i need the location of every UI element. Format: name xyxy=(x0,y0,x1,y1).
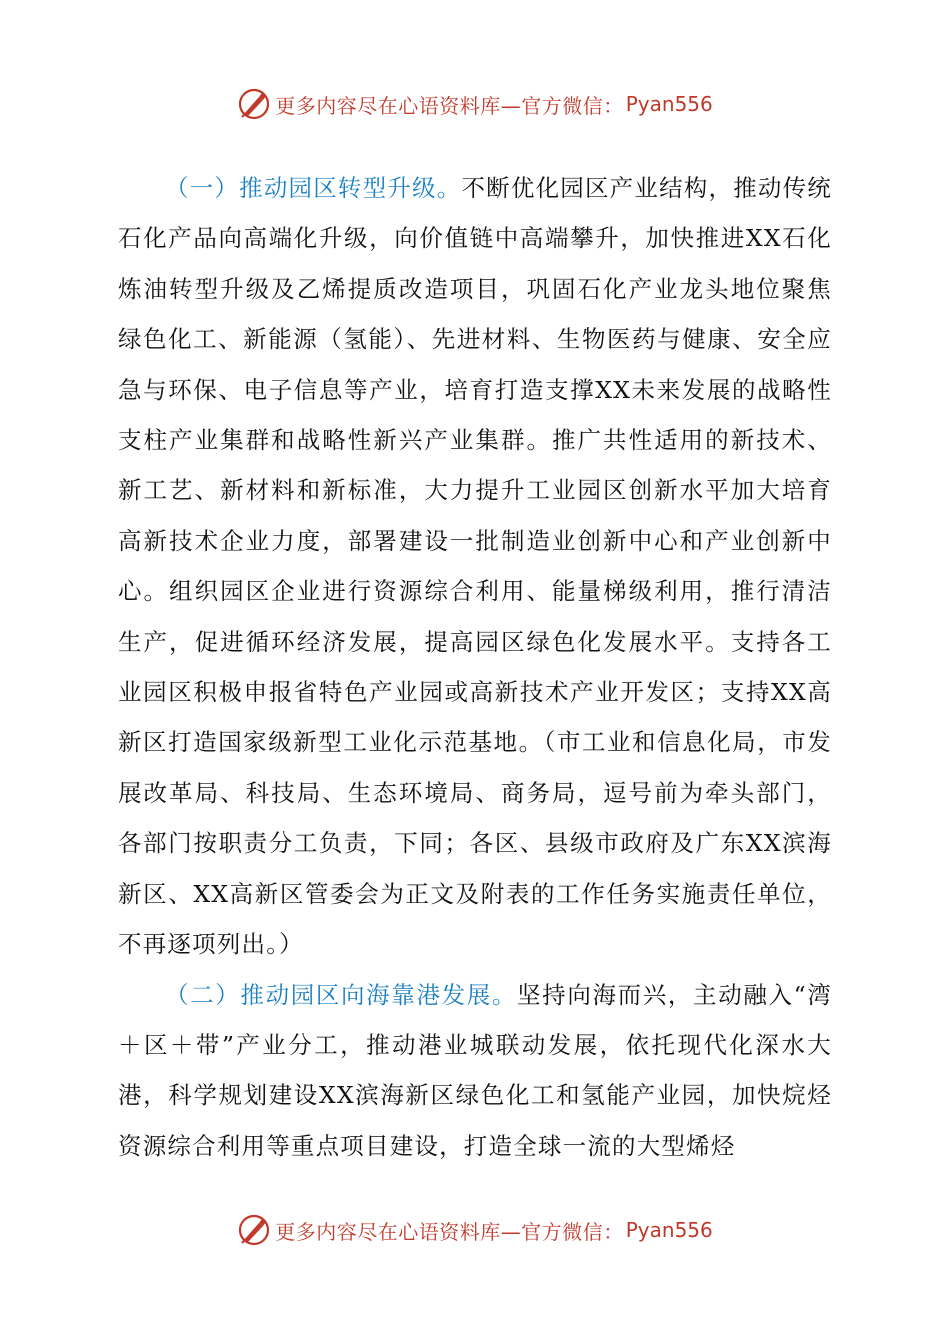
pen-logo-icon xyxy=(237,87,271,121)
banner-brand: Pyan556 xyxy=(625,1218,713,1242)
paragraph-1-heading: （一）推动园区转型升级。 xyxy=(165,174,462,202)
paragraph-2 xyxy=(118,970,832,1172)
footer-banner xyxy=(0,1210,950,1250)
paragraph-1 xyxy=(118,163,832,970)
banner-brand: Pyan556 xyxy=(625,92,713,116)
banner-text: 更多内容尽在心语资料库—官方微信： xyxy=(275,93,624,118)
banner-text: 更多内容尽在心语资料库—官方微信： xyxy=(275,1219,624,1244)
paragraph-2-heading: （二）推动园区向海靠港发展。 xyxy=(165,980,518,1009)
pen-logo-icon xyxy=(237,1213,271,1247)
document-body xyxy=(118,163,832,1171)
paragraph-1-body: 不断优化园区产业结构，推动传统石化产品向高端化升级，向价值链中高端攀升，加快推进XX石化炼油转型升级及乙烯提质改造项目，巩固石化产业龙头地位聚焦绿色化工、新能源（氢能）、先进材料、生物医药与健康、安全应急与环保、电子信息等产业，培育打造支撑XX未来发展的战略性支柱产业集群和战略性新兴产业集群。推广共性适用的新技术、新工艺、新材料和新标准，大力提升工业园区创新水平加大培育高新技术企业力度，部署建设一批制造业创新中心和产业创新中心。组织园区企业进行资源综合利用、能量梯级利用，推行清洁生产，促进循环经济发展，提高园区绿色化发展水平。支持各工业园区积极申报省特色产业园或高新技术产业开发区；支持XX高新区打造国家级新型工业化示范基地。（市工业和信息化局，市发展改革局、科技局、生态环境局、商务局，逗号前为牵头部门，各部门按职责分工负责，下同；各区、县级市政府及广东XX滨海新区、XX高新区管委会为正文及附表的工作任务实施责任单位，不再逐项列出。） xyxy=(118,174,833,959)
header-banner xyxy=(0,84,950,124)
paragraph-2-body: 坚持向海而兴，主动融入“湾＋区＋带”产业分工，推动港业城联动发展，依托现代化深水大港，科学规划建设XX滨海新区绿色化工和氢能产业园，加快烷烃资源综合利用等重点项目建设，打造全球一流的大型烯烃 xyxy=(118,980,832,1160)
